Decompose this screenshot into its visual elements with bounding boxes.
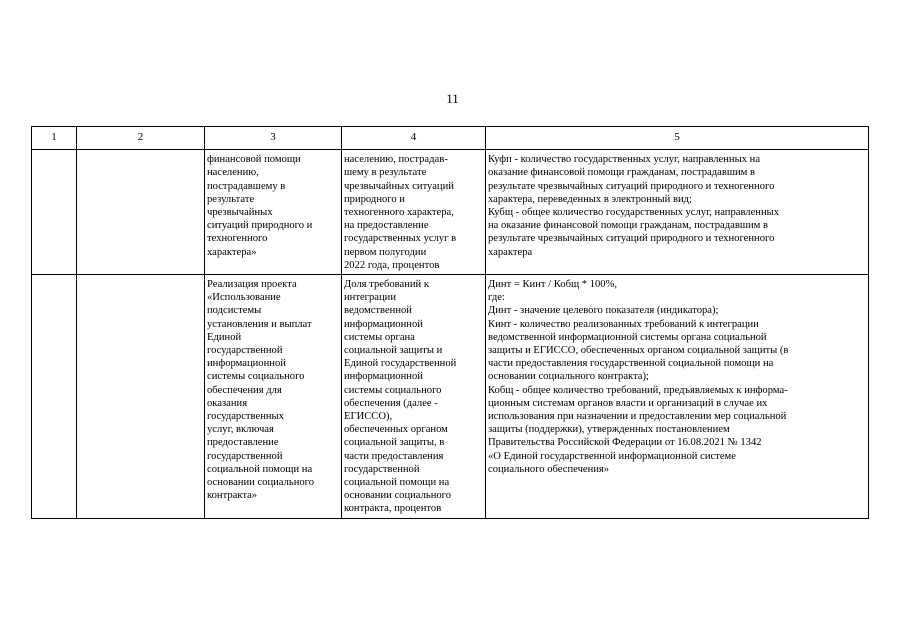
page-number: 11 <box>446 91 459 106</box>
table-cell-indicator-name: Доля требований к интеграции ведомственной информационной системы органа социальной защиты и Единой государственной информационной системы социального обеспечения (далее - ЕГИССО), обеспеченных органом социальной защиты, в части предоставления государственной социальной помощи на основании социального контракта, процентов <box>342 275 486 519</box>
table-cell-indicator-name: населению, пострадав- шему в результате чрезвычайных ситуаций природного и техногенного характера, на предоставление государственных услуг в первом полугодии 2022 года, процентов <box>342 150 486 275</box>
column-header-4: 4 <box>342 127 486 150</box>
document-table <box>31 126 869 519</box>
column-header-1: 1 <box>32 127 77 150</box>
table-header-row <box>32 127 869 150</box>
table-cell-col1 <box>32 150 77 275</box>
table-row <box>32 150 869 275</box>
table-cell-program-name: финансовой помощи населению, пострадавшему в результате чрезвычайных ситуаций природного и техногенного характера» <box>205 150 342 275</box>
table-cell-program-name: Реализация проекта «Использование подсистемы установления и выплат Единой государственной информационной системы социального обеспечения для оказания государственных услуг, включая предоставление государственной социальной помощи на основании социального контракта» <box>205 275 342 519</box>
table-row <box>32 275 869 519</box>
column-header-3: 3 <box>205 127 342 150</box>
table-cell-col2 <box>77 150 205 275</box>
table-cell-col1 <box>32 275 77 519</box>
table-cell-col2 <box>77 275 205 519</box>
table-cell-formula: Куфп - количество государственных услуг, направленных на оказание финансовой помощи гражданам, пострадавшим в результате чрезвычайных ситуаций природного и техногенного характера, переведенных в электронный вид; Кубщ - общее количество государственных услуг, направленных на оказание финансовой помощи гражданам, пострадавшим в результате чрезвычайных ситуаций природного и техногенного характера <box>486 150 869 275</box>
table-cell-formula: Динт = Кинт / Кобщ * 100%, где: Динт - значение целевого показателя (индикатора); Кинт - количество реализованных требований к интеграции ведомственной информационной системы органа социальной защиты и ЕГИССО, обеспеченных органом социальной защиты (в части предоставления государственной социальной помощи на основании социального контракта); Кобщ - общее количество требований, предъявляемых к информа- ционным системам органов власти и организаций в случае их использования при назначении и предоставлении мер социальной защиты (поддержки), утвержденных постановлением Правительства Российской Федерации от 16.08.2021 № 1342 «О Единой государственной информационной системе социального обеспечения» <box>486 275 869 519</box>
column-header-5: 5 <box>486 127 869 150</box>
column-header-2: 2 <box>77 127 205 150</box>
